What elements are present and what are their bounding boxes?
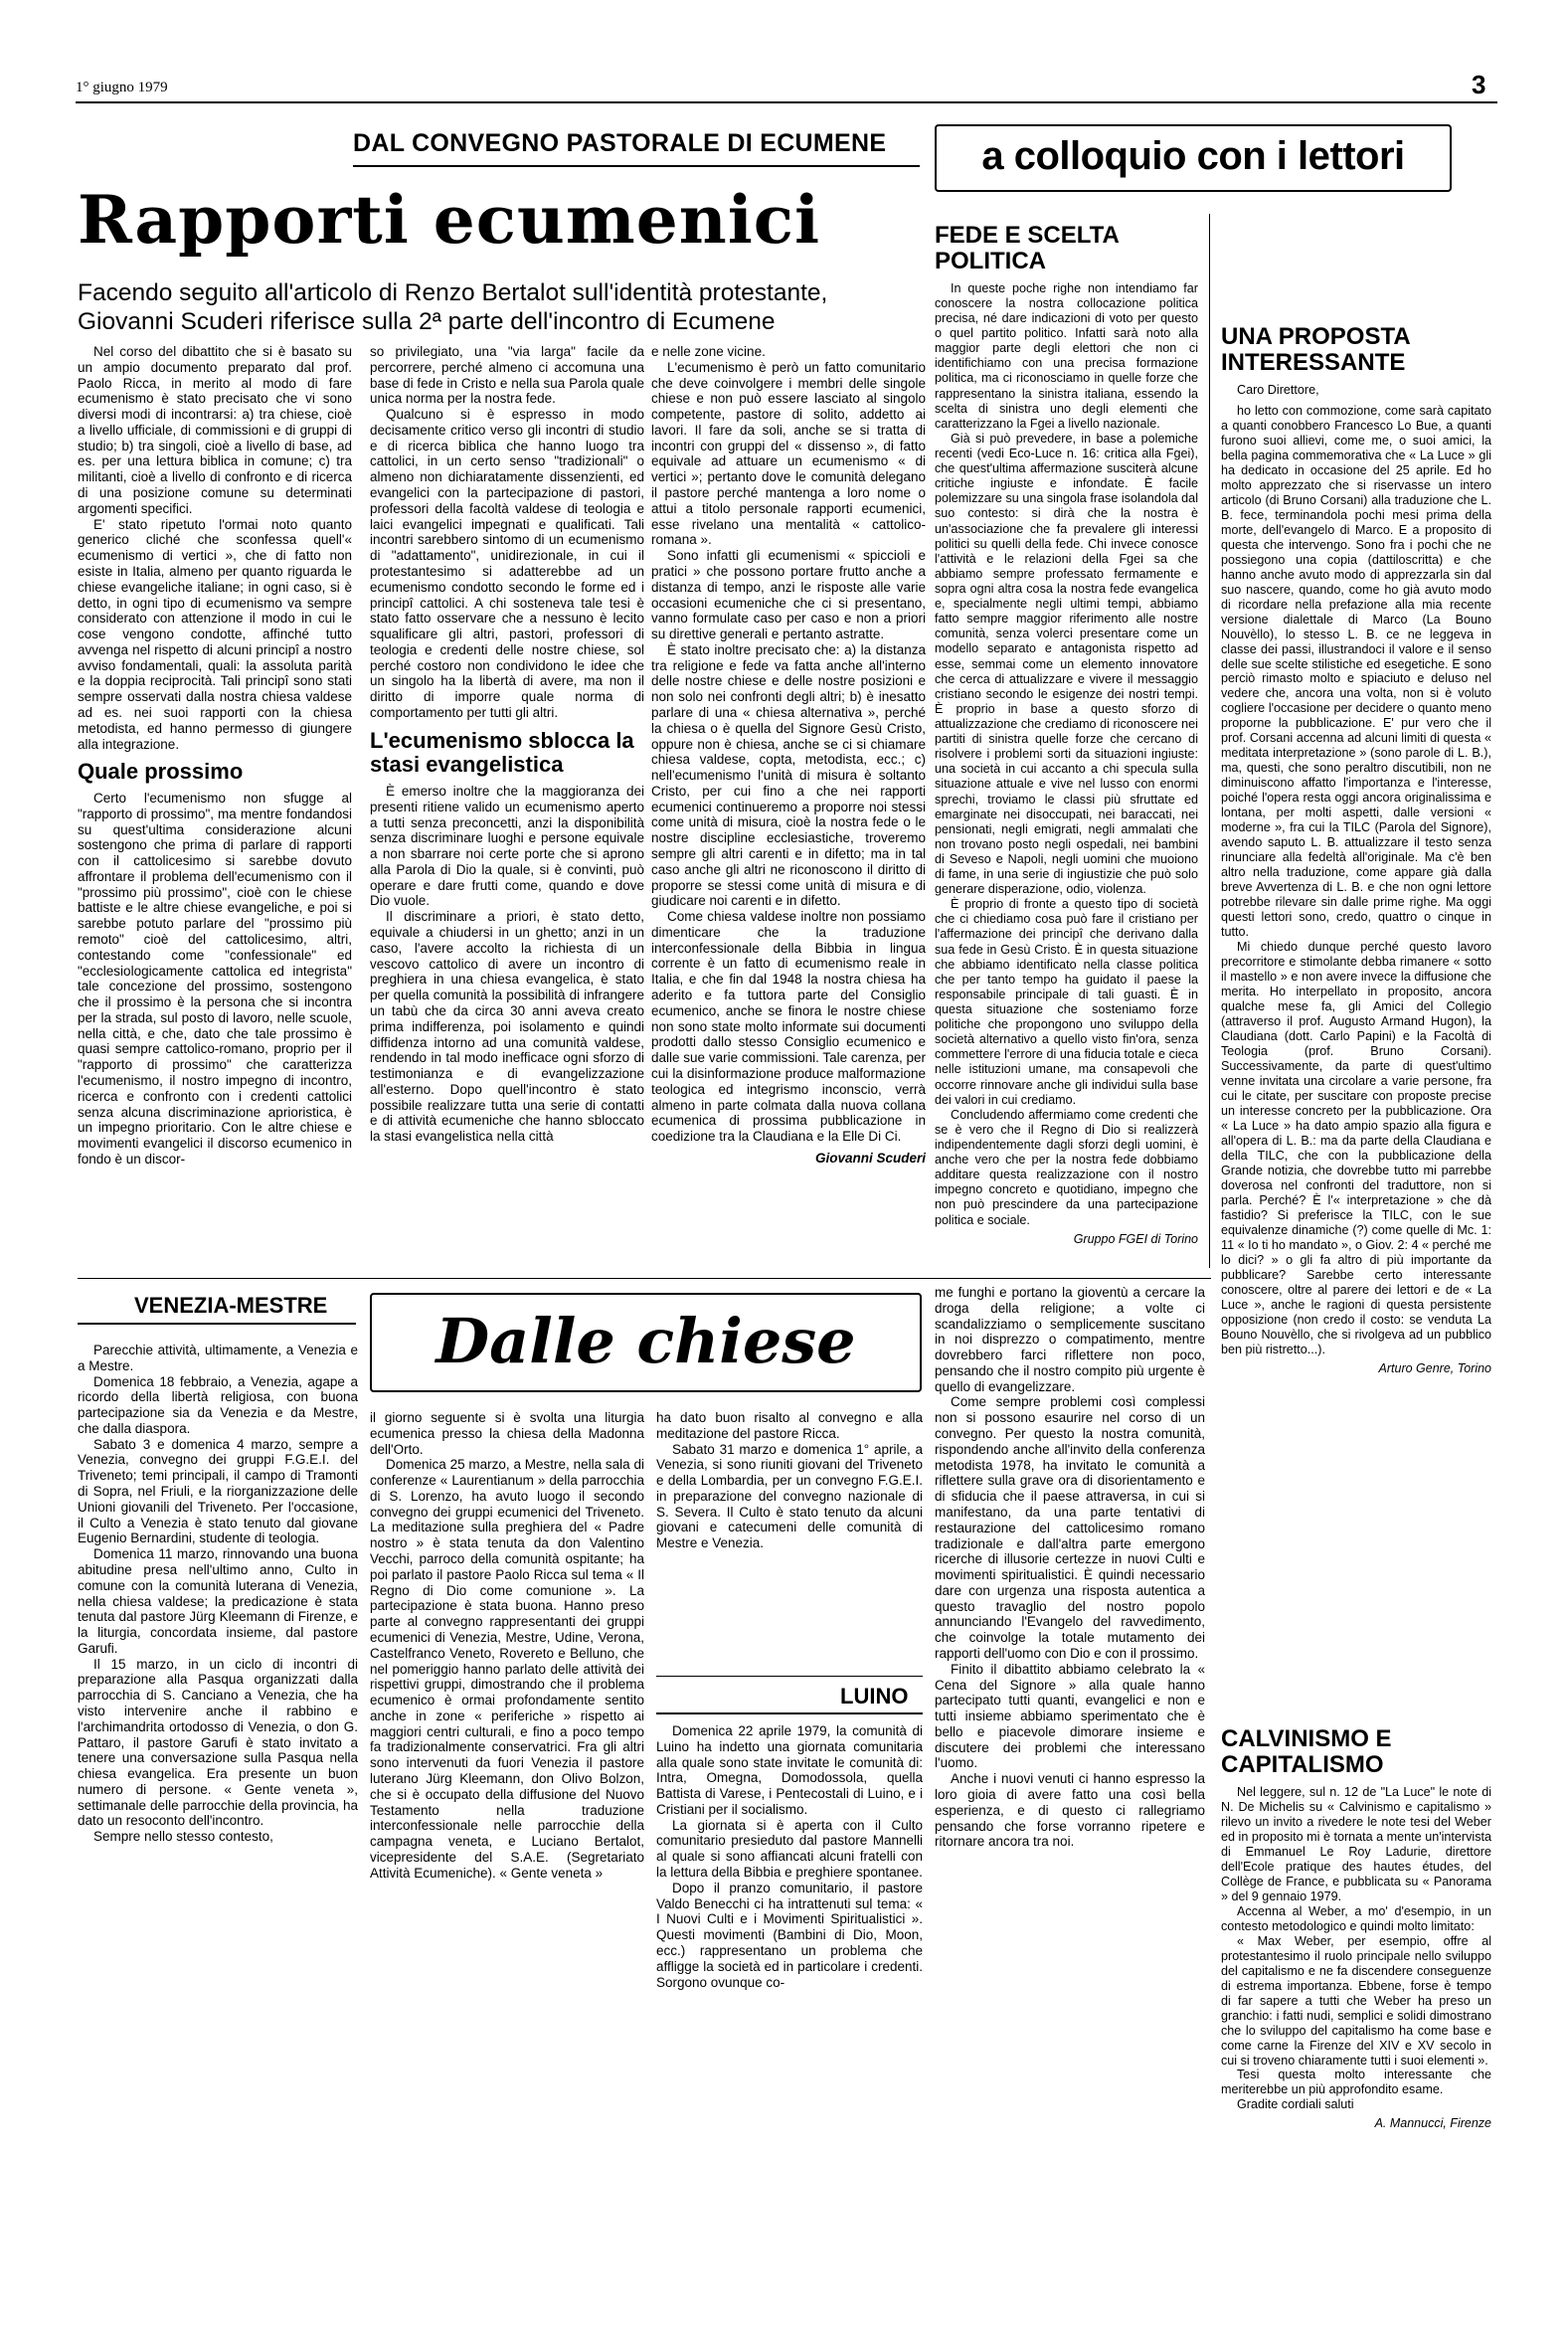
fede-paragraph: È proprio di fronte a questo tipo di società che ci chiediamo cosa può fare il cristiano per l'affermazione dei principî che derivano dalla sua fede in Gesù Cristo. È in questa situazione che abbiamo identificato nella classe politica che per tanto tempo ha guidato il paese la responsabile principale di tali guasti. È in questa situazione che sosteniamo forze politiche che propongono uno sviluppo della società alternativo a quello visto fin'ora, senza commettere l'errore di una fiducia totale e cieca nelle istituzioni umane, ma consapevoli che occorre rinnovare anche gli individui sulla base dei valori in cui crediamo. (935, 897, 1198, 1107)
proposta-greeting: Caro Direttore, (1237, 382, 1319, 397)
luino-column-2 (935, 1285, 1205, 2325)
section-banner-rule (353, 165, 920, 167)
fede-paragraph: Concludendo affermiamo come credenti che se è vero che il Regno di Dio si realizzerà indipendentemente dagli sforzi degli uomini, è anche vero che per la nostra fede dobbiamo additare questa realizzazione con il nostro impegno concreto e quotidiano, impegno che non può prescindere da una partecipazione politica e sociale. (935, 1107, 1198, 1227)
fede-paragraph: In queste poche righe non intendiamo far conoscere la nostra collocazione politica precisa, né dare indicazioni di voto per questo o quel partito politico. Infatti sarà noto alla maggior parte degli elettori che non ci identifichiamo con una precisa formazione politica, ma ci riconosciamo in quelle forze che rappresentano la sinistra italiana, essendo la scelta di sinistra uno degli elementi che caratterizzano la Fgei a livello nazionale. (935, 280, 1198, 431)
luino-rule-bottom (656, 1712, 923, 1714)
luino-rule-top (656, 1676, 923, 1677)
subheading-ecumenismo-sblocca: L'ecumenismo sblocca la stasi evangelistica (370, 727, 634, 778)
calvinismo-paragraph: Gradite cordiali saluti (1237, 2097, 1354, 2112)
article-column-3 (651, 344, 926, 1269)
article-paragraph: E' stato ripetuto l'ormai noto quanto generico cliché che sconfessa quell'« ecumenismo di vertici », che di fatto non esiste in Italia, almeno per quanto riguarda le chiese evangeliche italiane; in ogni caso, si è detto, in ogni tipo di ecumenismo va sempre considerato con attenzione il modo in cui le cose vengono condotte, affinché tutto avvenga nel rispetto di alcuni principî a nostro avviso fondamentali, quali: la assoluta parità e la doppia reciprocità. Tali principî sono stati sempre osservati dalla nostra chiesa valdese ad es. nei suoi rapporti con la chiesa metodista, ed hanno permesso di giungere alla integrazione. (78, 516, 352, 752)
header-rule (76, 101, 1497, 103)
page-number: 3 (1472, 70, 1486, 99)
luino-paragraph: Dopo il pranzo comunitario, il pastore Valdo Benecchi ci ha intrattenuti sul tema: « I Nuovi Culti e i Movimenti Spiritualistici ». Questi movimenti (Bambini di Dio, Moon, ecc.) rappresentano un problema che affligge la società ed in particolare i credenti. Sorgono ovunque co- (656, 1880, 923, 1990)
article-title: Rapporti ecumenici (78, 181, 821, 259)
venezia-paragraph: Il 15 marzo, in un ciclo di incontri di preparazione alla Pasqua organizzati dalla parrocchia di S. Canciano a Venezia, che ha visto intervenire anche il rabbino e l'archimandrita ortodosso di Venezia, o don G. Pattaro, il pastore Garufi è stato invitato a tenere una conversazione sulla Pasqua nella chiesa evangelica. Era presente un buon numero di persone. « Gente veneta », settimanale delle parrocchie della provincia, ha dato un resoconto dell'incontro. (78, 1656, 358, 1829)
calvinismo-signature: A. Mannucci, Firenze (1374, 2116, 1491, 2131)
article-paragraph: Qualcuno si è espresso in modo decisamente critico verso gli incontri di studio e di ricerca biblica che hanno luogo tra cattolici, in un certo senso "tradizionali" o almeno non dichiaratamente dissenzienti, ed evangelici con la partecipazione di pastori, professori della facoltà valdese di teologia e laici evangelici impegnati e qualificati. Tali incontri sarebbero sintomo di un ecumenismo di "adattamento", unidirezionale, in cui il protestantesimo si adatterebbe ad un ecumenismo condotto secondo le forme ed i principî cattolici. A chi sosteneva tale tesi è stato fatto osservare che a nessuno è lecito squalificare gli altri, pastori, professori di teologia e credenti delle nostre chiese, sol perché costoro non condividono le idee che un singolo ha la libertà di avere, ma non il diritto di imporre quale norma di comportamento per tutti gli altri. (370, 407, 644, 720)
calvinismo-paragraph: Nel leggere, sul n. 12 de "La Luce" le note di N. De Michelis su « Calvinismo e capitalismo » rilevo un invito a rivedere le note tesi del Weber ed in proposito mi è tornata a mente un'intervista di Emmanuel Le Roy Ladurie, direttore dell'Ecole pratique des hautes études, del Collège de France, e pubblicata su « Panorama » del 9 gennaio 1979. (1221, 1784, 1491, 1903)
luino-paragraph: Come sempre problemi così complessi non si possono esaurire nel corso di un convegno. Per questo la nostra comunità, rispondendo anche all'invito della conferenza metodista 1978, ha invitato le comunità a riflettere sulla grave ora di disorientamento e di sfiducia che il paese attraversa, in cui si manifestano, da una parte tentativi di restaurazione del cattolicesimo romano tradizionale e dall'altra parte emergono ricerche di illusorie certezze in nuovi Culti e movimenti spiritualistici. È quindi necessario dare con urgenza una risposta autentica a questo travaglio del nostro popolo annunciando l'Evangelo del ravvedimento, che coinvolge la totale mutamento dei rapporti dell'uomo con Dio e con il prossimo. (935, 1394, 1205, 1661)
luino-paragraph: La giornata si è aperta con il Culto comunitario presieduto dal pastore Mannelli al quale si sono affiancati alcuni fratelli con la lettura della Bibbia e preghiere spontanee. (656, 1817, 923, 1881)
venezia-column-2 (370, 1410, 644, 2325)
article-paragraph: Il discriminare a priori, è stato detto, equivale a chiudersi in un ghetto; anzi in un caso, l'avere accolto la richiesta di un vescovo cattolico di avere un incontro di preghiera in una chiesa evangelica, è stato per quella comunità la possibilità di infrangere un tabù che da circa 30 anni aveva creato prima indifferenza, poi isolamento e quindi diffidenza intorno ad una comunità valdese, rendendo in tal modo inefficace ogni sforzo di testimonianza e di evangelizzazione all'esterno. Dopo quell'incontro è stato possibile realizzare tutta una serie di contatti e di attività ecumeniche che hanno sbloccato la stasi evangelistica nella città (370, 909, 644, 1145)
colloquio-box (935, 124, 1452, 192)
article-paragraph: so privilegiato, una "via larga" facile da percorrere, perché almeno ci accomuna una base di fede in Cristo e nella sua Parola quale unica norma per la nostra fede. (370, 344, 644, 407)
page-date: 1° giugno 1979 (76, 80, 168, 95)
proposta-paragraph: ho letto con commozione, come sarà capitato a quanti conobbero Francesco Lo Bue, a quanti furono suoi allievi, come me, o suoi amici, la bella pagina commemorativa che « La Luce » gli ha dedicato in occasione del 25 aprile. Ed ho molto apprezzato che si riservasse un intero articolo (di Bruno Corsani) alla traduzione che L. B. fece, terminandola pochi mesi prima della morte, dell'evangelo di Marco. E a proposito di questa che intervengo. Sono fra i pochi che ne possiegono una copia (dattiloscritta) e che hanno anche avuto modo di apprezzarla sin dal suo nascere, quando, come ho già avuto modo di ricordare nella prefazione alla mia recente versione dialettale di Marco (La Bouno Nouvèllo), lo stesso L. B. ce ne leggeva in classe dei passi, illustrandoci il valore e il senso delle sue scelte stilistiche ed esegetiche. E sono perciò rimasto molto e spiaciuto e deluso nel vedere che, ancora una volta, non si è voluto cogliere l'occasione per decidere o quanto meno proporne la pubblicazione. E' pur vero che il prof. Corsani accenna ad alcuni limiti di questa « meditata interpretazione » (sono parole di L. B.), ma, questi, che sono peraltro discutibili, non ne diminuiscono affatto l'importanza e l'interesse, poiché l'opera resta oggi ancora originalissima e lontana, per molti aspetti, dalle versioni « moderne », fra cui la TILC (Parola del Signore), avendo saputo L. B. attualizzare il testo senza rinunciare alla fedeltà all'originale. Ma c'è ben altro nella traduzione, come appare già dalla breve Avvertenza di L. B. e che non ogni lettore potrebbe rilevare sin dalle prime righe. Ma oggi questi lettori sono, credo, quattro o cinque in tutto. (1221, 403, 1491, 940)
proposta-title: UNA PROPOSTA INTERESSANTE (1221, 323, 1410, 377)
fede-signature: Gruppo FGEI di Torino (1073, 1231, 1198, 1246)
venezia-paragraph: Domenica 25 marzo, a Mestre, nella sala di conferenze « Laurentianum » della parrocchia di S. Lorenzo, ha avuto luogo il secondo convegno dei gruppi ecumenici del Triveneto. La meditazione sulla preghiera del « Padre nostro » è stata tenuta da don Valentino Vecchi, parroco della comunità ospitante; ha poi parlato il pastore Paolo Ricca sul tema « Il Regno di Dio come comunione ». La partecipazione è stata buona. Hanno preso parte al convegno rappresentanti dei gruppi ecumenici di Venezia, Mestre, Udine, Verona, Castelfranco Veneto, Rovereto e Belluno, che nel pomeriggio hanno parlato delle attività dei rispettivi gruppi, dimostrando che il problema ecumenico è ormai profondamente sentito anche in zone « periferiche » rispetto ai maggiori centri culturali, e fino a poco tempo fa tradizionalmente conservatrici. Fra gli altri sono intervenuti da fuori Venezia il pastore luterano Jürg Kleemann, don Olivo Bolzon, che si è occupato della diffusione del Nuovo Testamento nella traduzione interconfessionale nelle parrocchie della campagna veneta, e Luciano Bertalot, vicepresidente del S.A.E. (Segretariato Attività Ecumeniche). « Gente veneta » (370, 1457, 644, 1881)
proposta-paragraph: Mi chiedo dunque perché questo lavoro precorritore e stimolante debba rimanere « sotto il mastello » e non avere invece la diffusione che merita. Ho interpellato in proposito, ancora qualche mese fa, gli Amici del Collegio (attraverso il prof. Augusto Armand Hugon), la Claudiana (dott. Carlo Papini) e la Facoltà di Teologia (prof. Bruno Corsani). Successivamente, da parte di quest'ultimo venne invitata una circolare a varie persone, fra cui le citate, per suscitare con proposte precise un interesse concreto per la pubblicazione. Ora « La Luce » ha dato ampio spazio alla figura e all'opera di L. B.: ma da parte della Claudiana e della TILC, che con la pubblicazione della Grande notizia, che dovrebbe tutto mi parrebbe doverosa nel confronti del traduttore, non si parla. Perché? È l'« interpretazione » che dà fastidio? Si preferisce la TILC, con le sue equivalenze dinamiche (?) come quelle di Mc. 1: 11 « Io ti ho mandato », o Giov. 2: 4 « perché me lo dici? » o gli fa altro di più importante da pubblicare? Sarebbe certo interessante conoscere, oltre al parere dei lettori e de « La Luce », anche le ragioni di questa persistente opposizione (non credo il costo: se venduta La Bouno Nouvèllo, che si rivolgeva ad un pubblico ben più ristretto...). (1221, 940, 1491, 1356)
venezia-label: VENEZIA-MESTRE (134, 1293, 328, 1318)
calvinismo-paragraph: « Max Weber, per esempio, offre al protestantesimo il ruolo principale nello sviluppo del capitalismo e ne fa discendere conseguenze di estrema importanza. Ebbene, forse è tempo di far sapere a tutti che Weber ha preso un granchio: i fatti nudi, semplici e solidi dimostrano che lo sviluppo del capitalismo ha come base e come carne la Firenze del XIV e XV secolo in cui si troveno chiaramente tutti i suoi elementi ». (1221, 1933, 1491, 2068)
column-divider (1209, 214, 1210, 1268)
calvinismo-paragraph: Accenna al Weber, a mo' d'esempio, in un contesto metodologico e quindi molto limitato: (1221, 1903, 1491, 1933)
article-paragraph: Sono infatti gli ecumenismi « spiccioli e pratici » che possono portare frutto anche a distanza di tempo, anzi le risposte alle varie occasioni ecumeniche che ci si presentano, vanno formulate caso per caso e non a priori su direttive generali e pertanto astratte. (651, 548, 926, 642)
article-paragraph: L'ecumenismo è però un fatto comunitario che deve coinvolgere i membri delle singole chiese e non può essere lasciato al singolo competente, pastore di solito, addetto ai lavori. Il fare da soli, anche se si tratta di incontri con gruppi del « dissenso », di fatto equivale ad attuare un ecumenismo « di vertici »; pertanto dove le comunità delegano il pastore perché mantenga a loro nome o attui a titolo personale rapporti ecumenici, esse rivelano una mentalità « cattolico-romana ». (651, 359, 926, 548)
dalle-chiese-box (370, 1293, 922, 1392)
venezia-label-rule (78, 1323, 356, 1325)
article-column-1 (78, 344, 352, 1269)
luino-paragraph: Anche i nuovi venuti ci hanno espresso la loro gioia di avere fatto una così bella esperienza, e di questo ci rallegriamo pensando che forse vorranno ripetere e ritornare ancora tra noi. (935, 1771, 1205, 1850)
fede-paragraph: Già si può prevedere, in base a polemiche recenti (vedi Eco-Luce n. 16: critica alla Fgei), che quest'ultima affermazione susciterà alcune critiche ingiuste e infondate. È facile polemizzare su una singola frase isolandola dal suo contesto: si dirà che la nostra è un'associazione che fa prevalere gli interessi politici su quelli della fede. Chi invece conosce l'attività e le relazioni della Fgei sa che abbiamo sempre professato fermamente e sopra ogni altra cosa la nostra fede evangelica e, specialmente negli ultimi tempi, abbiamo fatto sempre maggior riferimento alle nostre comunità, senza volerci presentare come un modello separato e antagonista rispetto ad esse, semmai come un elemento innovatore che cerca di attualizzare e vivere il messaggio cristiano secondo le esigenze dei nostri tempi. È proprio in base a questo sforzo di attualizzazione che crediamo di riconoscere nei partiti di sinistra quelle forze che cercano di risolvere i problemi sorti da situazioni ingiuste: una società in cui accanto a chi specula sulla situazione attuale e vive nel lusso con enormi sprechi, troviamo le classi più sfruttate ed emarginate nei disoccupati, nei baraccati, nei pensionati, negli emigrati, negli ammalati che non trovano posto negli ospedali, nei bambini di Seveso e Napoli, negli uomini che muoiono di fame, in una serie di ingiustizie che può solo generare disperazione, odio, violenza. (935, 431, 1198, 897)
venezia-paragraph: Sabato 3 e domenica 4 marzo, sempre a Venezia, convegno dei gruppi F.G.E.I. del Triveneto; temi principali, il campo di Tramonti di Sopra, nel Friuli, e la riorganizzazione delle Unioni giovanili del Triveneto. Per l'occasione, il Culto a Venezia è stato tenuto dal giovane Eugenio Bernardini, studente di teologia. (78, 1436, 358, 1546)
dalle-chiese-top-rule (78, 1278, 1211, 1279)
luino-paragraph: Domenica 22 aprile 1979, la comunità di Luino ha indetto una giornata comunitaria alla quale sono state invitate le comunità di: Intra, Omegna, Domodossola, quella Battista di Varese, i Pentecostali di Luino, e i Cristiani per il socialismo. (656, 1723, 923, 1817)
subheading-quale-prossimo: Quale prossimo (78, 759, 244, 785)
venezia-column-1 (78, 1343, 358, 2322)
luino-paragraph: Finito il dibattito abbiamo celebrato la « Cena del Signore » alla quale hanno partecipato tutti quanti, evangelici e non e tutti insieme abbiamo sperimentato che è bello e piacevole dimorare insieme e discutere dei problemi che interessano l'uomo. (935, 1661, 1205, 1771)
calvinismo-column (1221, 1718, 1491, 2325)
article-deck: Facendo seguito all'articolo di Renzo Bertalot sull'identità protestante, Giovanni Scuderi riferisce sulla 2ª parte dell'incontro di Ecumene (78, 279, 828, 336)
article-paragraph: Come chiesa valdese inoltre non possiamo dimenticare che la traduzione interconfessionale della Bibbia in lingua corrente è un fatto di ecumenismo reale in Italia, e che fin dal 1948 la nostra chiesa ha aderito e fa tuttora parte del Consiglio ecumenico, anche se finora le nostre chiese non sono state molto informate sui documenti prodotti dallo stesso Consiglio ecumenico e dalle sue varie commissioni. Tale carenza, per cui la disinformazione produce malformazione teologica ed integrismo inconscio, verrà almeno in parte colmata dalla nuova collana ecumenica di prossima pubblicazione in coedizione tra la Claudiana e la Elle Di Ci. (651, 909, 926, 1145)
calvinismo-title: CALVINISMO E CAPITALISMO (1221, 1725, 1392, 1779)
calvinismo-paragraph: Tesi questa molto interessante che meriterebbe un più approfondito esame. (1221, 2068, 1491, 2097)
article-column-2 (370, 344, 644, 1269)
article-paragraph: Certo l'ecumenismo non sfugge al "rapporto di prossimo", ma mentre fondandosi su quest'ultima considerazione alcuni sostengono che prima di parlare di rapporti con il cattolicesimo si sarebbe dovuto affrontare il problema dell'ecumenismo con il "prossimo più prossimo", cioè con le chiese battiste e le altre chiese evangeliche, e poi si sarebbe potuto parlare del "prossimo più remoto" cioè del cattolicesimo, altri, contestando come "confessionale" ed "ecclesiologicamente cattolica ed integrista" tale concezione del prossimo, sostengono che il prossimo è la persona che si incontra per la strada, sul posto di lavoro, nelle scuole, nella città, e che, dato che tale prossimo è quasi sempre cattolico-romano, proprio per il "rapporto di prossimo" che caratterizza l'ecumenismo, il nostro impegno di incontro, ricerca e confronto con i credenti cattolici senza alcuna discriminazione aprioristica, è un impegno prioritario. Con le altre chiese e movimenti evangelici il discorso ecumenico in fondo è un discor- (78, 790, 352, 1167)
venezia-paragraph: Parecchie attività, ultimamente, a Venezia e a Mestre. (78, 1343, 358, 1373)
colloquio-title: a colloquio con i lettori (981, 134, 1405, 178)
article-paragraph: È stato inoltre precisato che: a) la distanza tra religione e fede va fatta anche all'interno delle nostre chiese e delle nostre posizioni e non solo nei confronti degli altri; b) è inesatto parlare di una « chiesa alternativa », perché la chiesa o è quella del Signore Gesù Cristo, oppure non è chiesa, anche se ci si chiamare chiesa valdese, copta, metodista, ecc.; c) nell'ecumenismo l'unità di misura è soltanto Cristo, per cui fino a che nei rapporti ecumenici continueremo a proporre noi stessi come unità di misura, cioè la nostra fede o le nostre discipline ecclesiastiche, troveremo sempre gli altri carenti e in difetto; ma in tal caso anche gli altri ne riconoscono il diritto di proporre se stessi come unità di misura e di giudicare noi carenti e in difetto. (651, 641, 926, 909)
fede-column (935, 219, 1198, 1273)
proposta-column (1221, 316, 1491, 1709)
article-paragraph: e nelle zone vicine. (651, 344, 766, 359)
luino-column-1 (656, 1723, 923, 2325)
luino-paragraph: me funghi e portano la gioventù a cercare la droga della religione; a volte ci scandalizziamo o semplicemente suscitano in noi disprezzo o compatimento, mentre dovrebbero farci riflettere non poco, pensando che il nostro compito più urgente è quello di evangelizzare. (935, 1285, 1205, 1394)
luino-label: LUINO (840, 1684, 909, 1709)
article-signature: Giovanni Scuderi (814, 1150, 926, 1166)
section-banner: DAL CONVEGNO PASTORALE DI ECUMENE (353, 129, 887, 157)
venezia-paragraph: ha dato buon risalto al convegno e alla meditazione del pastore Ricca. (656, 1410, 923, 1441)
venezia-paragraph: Domenica 11 marzo, rinnovando una buona abitudine presa nell'ultimo anno, Culto in comune con la comunità luterana di Venezia, nella chiesa valdese; la predicazione è stata tenuta dal pastore Jürg Kleemann di Firenze, e la liturgia, concordata insieme, dal pastore Garufi. (78, 1546, 358, 1656)
fede-title: FEDE E SCELTA POLITICA (935, 222, 1119, 275)
dalle-chiese-title: Dalle chiese (436, 1305, 856, 1377)
venezia-paragraph: Sempre nello stesso contesto, (93, 1829, 273, 1845)
venezia-paragraph: il giorno seguente si è svolta una liturgia ecumenica presso la chiesa della Madonna dell'Orto. (370, 1410, 644, 1457)
venezia-paragraph: Sabato 31 marzo e domenica 1° aprile, a Venezia, si sono riuniti giovani del Triveneto e della Lombardia, per un convegno F.G.E.I. in preparazione del convegno nazionale di S. Severa. Il Culto è stato tenuto da alcuni giovani e catecumeni delle comunità di Mestre e Venezia. (656, 1441, 923, 1551)
venezia-paragraph: Domenica 18 febbraio, a Venezia, agape a ricordo della libertà religiosa, con buona partecipazione sia da Venezia e da Mestre, che dalla diaspora. (78, 1373, 358, 1436)
venezia-column-3 (656, 1410, 923, 1659)
proposta-signature: Arturo Genre, Torino (1378, 1360, 1491, 1375)
article-paragraph: È emerso inoltre che la maggioranza dei presenti ritiene valido un ecumenismo aperto a tutti senza preconcetti, anzi la disponibilità senza discriminare luoghi e persone equivale a non sbarrare noi certe porte che si aprono alla Parola di Dio la quale, si è convinti, può operare e dare frutti come, quando e dove Dio vuole. (370, 784, 644, 909)
article-paragraph: Nel corso del dibattito che si è basato su un ampio documento preparato dal prof. Paolo Ricca, in merito al modo di fare ecumenismo è stato precisato che vi sono diversi modi di incontrarsi: a) tra chiese, cioè a livello ufficiale, di commissioni e di gruppi di studio; b) tra singoli, cioè a livello di base, ad es. per una lettura biblica in comune; c) tra militanti, cioè a livello di confronto e di ricerca di una posizione comune su determinati argomenti specifici. (78, 344, 352, 516)
